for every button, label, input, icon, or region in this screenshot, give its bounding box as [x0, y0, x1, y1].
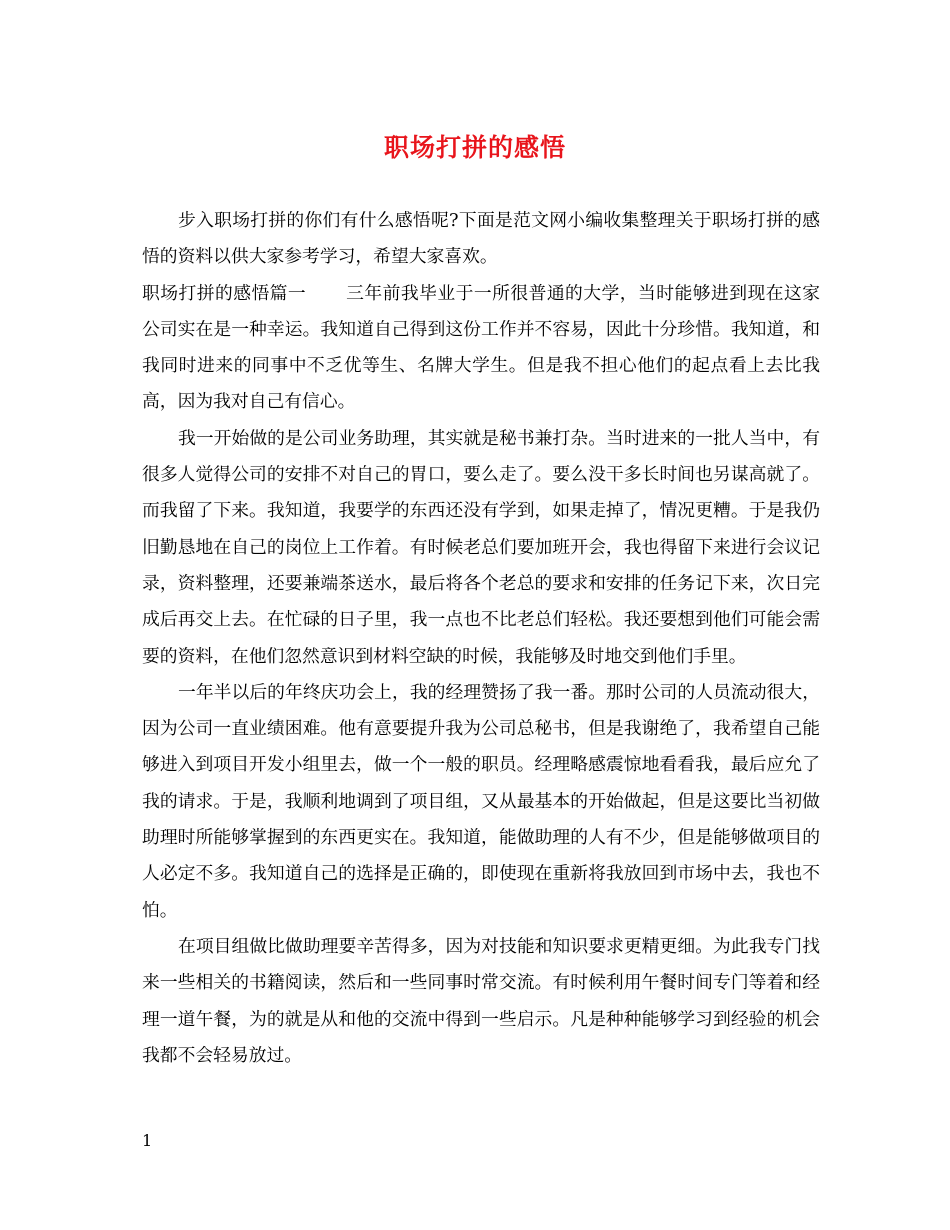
page-title: 职场打拼的感悟: [383, 133, 566, 162]
section-first-paragraph: [142, 276, 820, 421]
intro-paragraph: 步入职场打拼的你们有什么感悟呢?下面是范文网小编收集整理关于职场打拼的感悟的资料以供大家参考学习，希望大家喜欢。: [142, 210, 820, 268]
section-first-text: 三年前我毕业于一所很普通的大学，当时能够进到现在这家公司实在是一种幸运。我知道自己得到这份工作并不容易，因此十分珍惜。我知道，和我同时进来的同事中不乏优等生、名牌大学生。但是我不担心他们的起点看上去比我高，因为我对自己有信心。: [142, 282, 820, 413]
body-paragraph: 一年半以后的年终庆功会上，我的经理赞扬了我一番。那时公司的人员流动很大，因为公司一直业绩困难。他有意要提升我为公司总秘书，但是我谢绝了，我希望自己能够进入到项目开发小组里去，做一个一般的职员。经理略感震惊地看看我，最后应允了我的请求。于是，我顺利地调到了项目组，又从最基本的开始做起，但是这要比当初做助理时所能够掌握到的东西更实在。我知道，能做助理的人有不少，但是能够做项目的人必定不多。我知道自己的选择是正确的，即使现在重新将我放回到市场中去，我也不怕。: [142, 681, 820, 921]
page-number: 1: [142, 1131, 153, 1150]
section-heading: 职场打拼的感悟篇一: [142, 282, 307, 304]
body-paragraph: 在项目组做比做助理要辛苦得多，因为对技能和知识要求更精更细。为此我专门找来一些相关的书籍阅读，然后和一些同事时常交流。有时候利用午餐时间专门等着和经理一道午餐，为的就是从和他的交流中得到一些启示。凡是种种能够学习到经验的机会我都不会轻易放过。: [142, 935, 820, 1066]
document-body: [142, 203, 820, 1074]
body-paragraph: 我一开始做的是公司业务助理，其实就是秘书兼打杂。当时进来的一批人当中，有很多人觉得公司的安排不对自己的胃口，要么走了。要么没干多长时间也另谋高就了。而我留了下来。我知道，我要学的东西还没有学到，如果走掉了，情况更糟。于是我仍旧勤恳地在自己的岗位上工作着。有时候老总们要加班开会，我也得留下来进行会议记录，资料整理，还要兼端茶送水，最后将各个老总的要求和安排的任务记下来，次日完成后再交上去。在忙碌的日子里，我一点也不比老总们轻松。我还要想到他们可能会需要的资料，在他们忽然意识到材料空缺的时候，我能够及时地交到他们手里。: [142, 427, 820, 667]
